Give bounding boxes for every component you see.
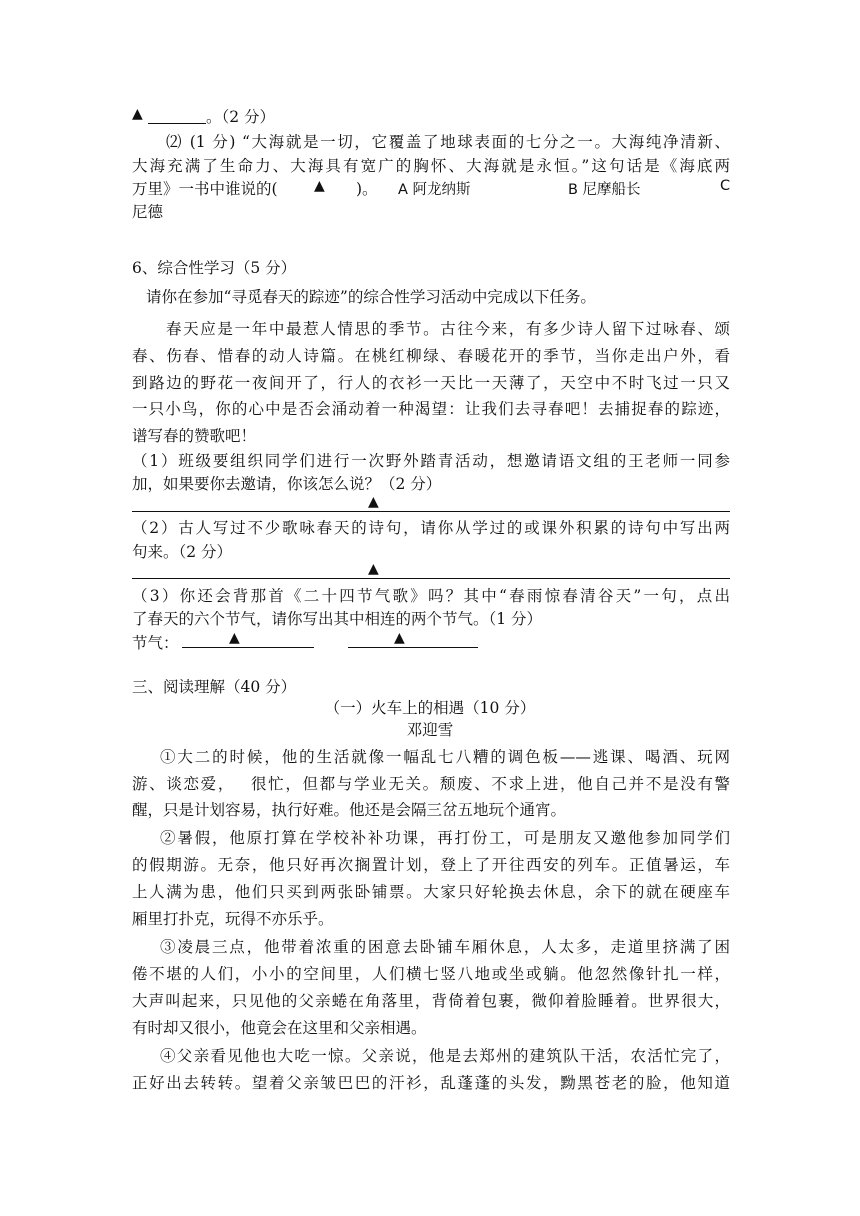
score-note: 。（2 分） [206, 108, 276, 126]
task1-answer-marker: ▲ [368, 494, 379, 510]
task3-answer-blank [348, 647, 478, 648]
q2-line: ⑵ (1 分) “大海就是一切，它覆盖了地球表面的七分之一。大海纯净清新、 [166, 133, 730, 151]
q6-title: 6、综合性学习（5 分） [132, 259, 297, 277]
passage-line: 谱写春的赞歌吧！ [132, 427, 257, 445]
task2-answer-marker: ▲ [368, 561, 379, 577]
task2-line: 句来。（2 分） [132, 543, 233, 561]
article-title: （一）火车上的相遇（10 分） [324, 699, 536, 717]
answer-blank [148, 123, 206, 124]
paragraph-line: 正好出去转转。望着父亲皱巴巴的汗衫，乱蓬蓬的头发，黝黑苍老的脸，他知道 [132, 1074, 730, 1092]
option-c-text: 尼德 [132, 203, 164, 221]
paragraph-line: 厢里打扑克，玩得不亦乐乎。 [132, 910, 334, 928]
task3-line: 了春天的六个节气，请你写出其中相连的两个节气。（1 分） [132, 610, 543, 628]
q6-intro: 请你在参加“寻觅春天的踪迹”的综合性学习活动中完成以下任务。 [146, 288, 596, 306]
q2-answer-marker: ▲ [314, 178, 325, 194]
paragraph-line: ②暑假，他原打算在学校补补功课，再打份工，可是朋友又邀他参加同学们 [160, 829, 730, 847]
paragraph-line: ③凌晨三点，他带着浓重的困意去卧铺车厢休息，人太多，走道里挤满了困 [160, 938, 730, 956]
paragraph-line: 醒，只是计划容易，执行好难。他还是会隔三岔五地玩个通宵。 [132, 801, 567, 819]
task2-answer-line [132, 578, 730, 579]
option-b: B 尼摩船长 [568, 182, 641, 198]
task1-line: （1）班级要组织同学们进行一次野外踏青活动，想邀请语文组的王老师一同参 [132, 452, 730, 470]
article-author: 邓迎雪 [406, 721, 454, 739]
task2-line: （2）古人写过不少歌咏春天的诗句，请你从学过的或课外积累的诗句中写出两 [132, 519, 730, 537]
task3-answer-blank [182, 647, 314, 648]
passage-line: 一只小鸟，你的心中是否会涌动着一种渴望：让我们去寻春吧！去捕捉春的踪迹， [132, 400, 730, 418]
answer-marker: ▲ [132, 106, 143, 122]
task1-line: 加，如果要你去邀请，你该怎么说？（2 分） [132, 475, 442, 493]
task3-line: （3）你还会背那首《二十四节气歌》吗？其中“春雨惊春清谷天”一句，点出 [132, 587, 730, 605]
option-a: A 阿龙纳斯 [398, 182, 471, 198]
task3-answer-marker: ▲ [229, 630, 240, 646]
paragraph-line: ④父亲看见他也大吃一惊。父亲说，他是去郑州的建筑队干活，农活忙完了， [160, 1047, 730, 1065]
passage-line: 到路边的野花一夜间开了，行人的衣衫一天比一天薄了，天空中不时飞过一只又 [132, 374, 730, 392]
paragraph-line: 有时却又很小，他竟会在这里和父亲相遇。 [132, 1019, 427, 1037]
paragraph-line: 游、谈恋爱， 很忙，但都与学业无关。颓废、不求上进，他自己并不是没有警 [132, 775, 730, 793]
passage-line: 春、伤春、惜春的动人诗篇。在桃红柳绿、春暖花开的季节，当你走出户外，看 [132, 347, 730, 365]
paragraph-line: 的假期游。无奈，他只好再次搁置计划，登上了开往西安的列车。正值暑运，车 [132, 856, 730, 874]
q2-prefix: 万里》一书中谁说的( [132, 180, 278, 198]
task3-answer-marker: ▲ [394, 630, 405, 646]
section-title: 三、阅读理解（40 分） [132, 678, 297, 696]
paragraph-line: 上人满为患，他们只买到两张卧铺票。大家只好轮换去休息，余下的就在硬座车 [132, 883, 730, 901]
task1-answer-line [132, 511, 730, 512]
q2-suffix: )。 [356, 180, 378, 198]
option-c-letter: C [720, 178, 731, 194]
paragraph-line: 倦不堪的人们，小小的空间里，人们横七竖八地或坐或躺。他忽然像针扎一样， [132, 965, 730, 983]
paragraph-line: ①大二的时候，他的生活就像一幅乱七八糟的调色板——逃课、喝酒、玩网 [160, 748, 730, 766]
q2-line: 大海充满了生命力、大海具有宽广的胸怀、大海就是永恒。”这句话是《海底两 [132, 157, 730, 175]
paragraph-line: 大声叫起来，只见他的父亲蜷在角落里，背倚着包裹，微仰着脸睡着。世界很大， [132, 992, 730, 1010]
task3-label: 节气： [132, 634, 179, 652]
passage-line: 春天应是一年中最惹人情思的季节。古往今来，有多少诗人留下过咏春、颂 [166, 320, 730, 338]
